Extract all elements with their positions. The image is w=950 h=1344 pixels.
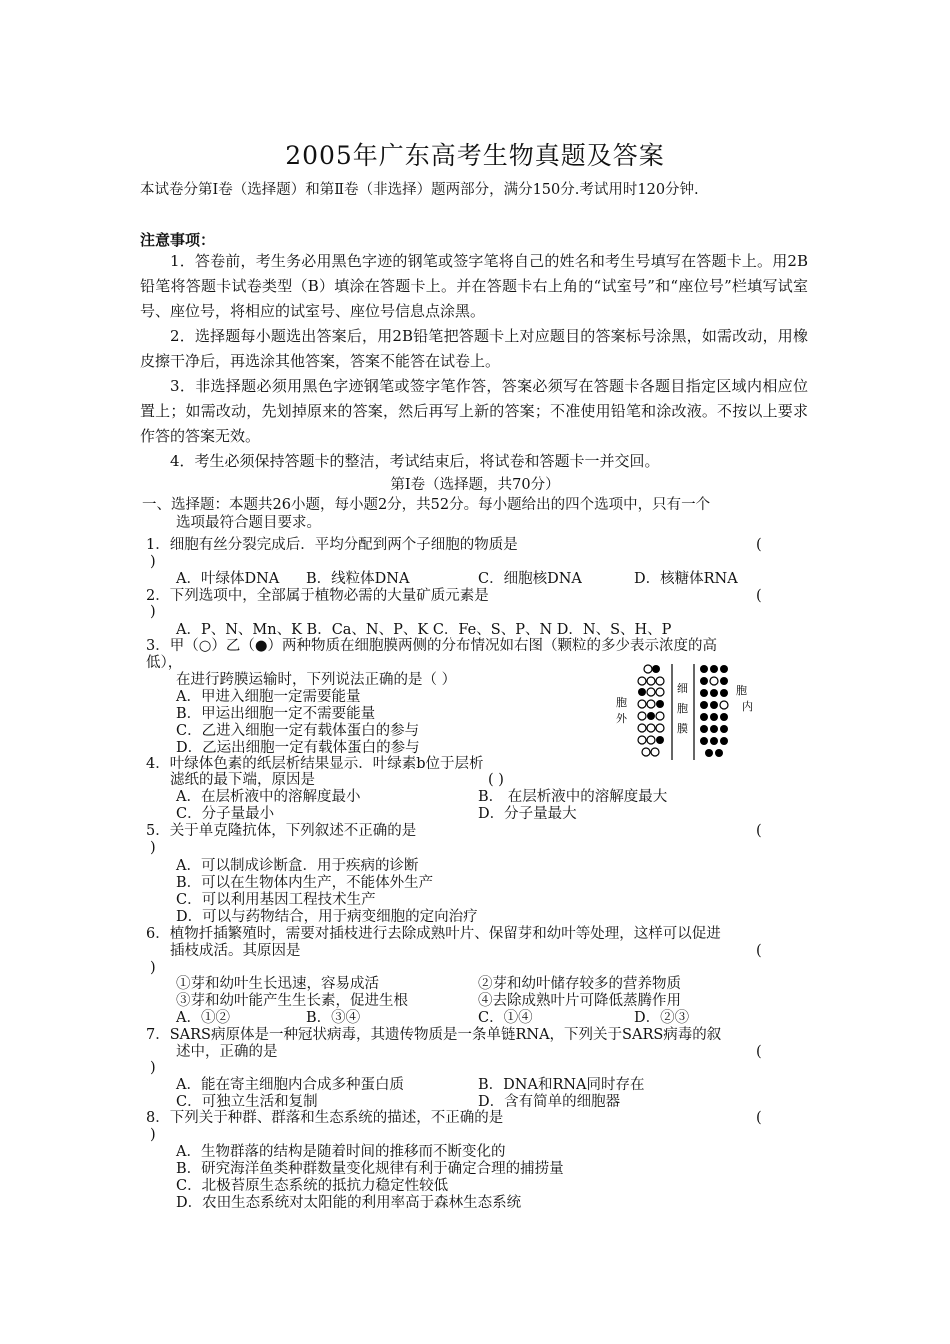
q8-option-c: C．北极苔原生态系统的抵抗力稳定性较低	[176, 1178, 449, 1194]
q1-paren-close: )	[150, 554, 156, 570]
q3-option-a: A．甲进入细胞一定需要能量	[176, 689, 361, 705]
q7-paren-open: (	[756, 1044, 762, 1060]
q7-option-b: B．DNA和RNA同时存在	[478, 1077, 645, 1093]
notice-heading: 注意事项：	[140, 231, 216, 249]
q1-option-d: D．核糖体RNA	[634, 571, 738, 587]
q6-option-c: C．①④	[478, 1010, 533, 1026]
q7-option-d: D．含有简单的细胞器	[478, 1094, 621, 1110]
q7-option-a: A．能在寄主细胞内合成多种蛋白质	[176, 1077, 404, 1093]
notice-item-1: 1．答卷前，考生务必用黑色字迹的钢笔或签字笔将自己的姓名和考生号填写在答题卡上。用2B铅笔将答题卡试卷类型（B）填涂在答题卡上。并在答题卡右上角的“试室号”和“座位号”栏填写试室号、座位号，将相应的试室号、座位号信息点涂黑。	[140, 252, 808, 320]
q6-statement-1: ①芽和幼叶生长迅速，容易成活	[176, 976, 379, 992]
q1-paren-open: (	[756, 537, 762, 553]
q7-stem-cont: 述中，正确的是	[176, 1044, 278, 1060]
q5-option-d: D．可以与药物结合，用于病变细胞的定向治疗	[176, 909, 478, 925]
q3-option-c: C．乙进入细胞一定有载体蛋白的参与	[176, 723, 420, 739]
q6-option-d: D．②③	[634, 1010, 690, 1026]
intro-text: 本试卷分第Ⅰ卷（选择题）和第Ⅱ卷（非选择）题两部分，满分150分.考试用时120分钟.	[140, 182, 699, 198]
q5-paren-open: (	[756, 823, 762, 839]
q2-paren-open: (	[756, 588, 762, 604]
q4-stem: 4．叶绿体色素的纸层析结果显示．叶绿素b位于层析	[146, 756, 484, 772]
q6-stem: 6．植物扦插繁殖时，需要对插枝进行去除成熟叶片、保留芽和幼叶等处理，这样可以促进	[146, 926, 721, 942]
q8-option-a: A．生物群落的结构是随着时间的推移而不断变化的	[176, 1144, 506, 1160]
q3-stem-cont: 低），	[146, 655, 183, 671]
notice-item-2: 2．选择题每小题选出答案后，用2B铅笔把答题卡上对应题目的答案标号涂黑，如需改动，用橡皮擦干净后，再选涂其他答案，答案不能答在试卷上。	[140, 327, 808, 370]
fig-label-outside-1: 胞	[616, 696, 627, 709]
q4-option-b: B． 在层析液中的溶解度最大	[478, 789, 668, 805]
q3-question: 在进行跨膜运输时，下列说法正确的是（ ）	[176, 672, 457, 688]
fig-label-inside-2: 内	[742, 700, 753, 713]
notice-item-4: 4．考生必须保持答题卡的整洁，考试结束后，将试卷和答题卡一并交回。	[170, 452, 660, 470]
q8-paren-close: )	[150, 1127, 156, 1143]
q7-paren-close: )	[150, 1060, 156, 1076]
q1-option-c: C．细胞核DNA	[478, 571, 582, 587]
notice-item-3: 3．非选择题必须用黑色字迹钢笔或签字笔作答，答案必须写在答题卡各题目指定区域内相应位置上；如需改动，先划掉原来的答案，然后再写上新的答案；不准使用铅笔和涂改液。不按以上要求作答的答案无效。	[140, 377, 808, 445]
q6-statement-4: ④去除成熟叶片可降低蒸腾作用	[478, 993, 681, 1009]
q1-option-a: A．叶绿体DNA	[176, 571, 280, 587]
q1-option-b: B．线粒体DNA	[306, 571, 410, 587]
q4-paren: ( )	[488, 772, 504, 788]
q5-paren-close: )	[150, 840, 156, 856]
q6-paren-open: (	[756, 943, 762, 959]
q2-stem: 2．下列选项中，全部属于植物必需的大量矿质元素是	[146, 588, 489, 604]
q3-option-d: D．乙运出细胞一定有载体蛋白的参与	[176, 740, 420, 756]
q6-statement-3: ③芽和幼叶能产生生长素，促进生根	[176, 993, 408, 1009]
q8-paren-open: (	[756, 1110, 762, 1126]
q3-stem: 3．甲（○）乙（●）两种物质在细胞膜两侧的分布情况如右图（颗粒的多少表示浓度的高	[146, 638, 718, 654]
q7-option-c: C．可独立生活和复制	[176, 1094, 318, 1110]
fig-label-inside-1: 胞	[736, 684, 747, 697]
q4-option-d: D．分子量最大	[478, 806, 577, 822]
outside-particles	[638, 665, 664, 756]
q8-option-b: B．研究海洋鱼类种群数量变化规律有利于确定合理的捕捞量	[176, 1161, 564, 1177]
fig-label-membrane-2: 胞	[677, 702, 688, 715]
q7-stem: 7．SARS病原体是一种冠状病毒，其遗传物质是一条单链RNA，下列关于SARS病毒的叙	[146, 1027, 722, 1043]
membrane-diagram	[612, 660, 767, 770]
part1-heading: 第Ⅰ卷（选择题，共70分）	[390, 477, 560, 493]
q3-option-b: B．甲运出细胞一定不需要能量	[176, 706, 376, 722]
q5-option-c: C．可以利用基因工程技术生产	[176, 892, 376, 908]
q6-paren-close: )	[150, 960, 156, 976]
page-title: 2005年广东高考生物真题及答案	[285, 141, 665, 170]
q5-option-a: A．可以制成诊断盒．用于疾病的诊断	[176, 858, 419, 874]
q4-stem-cont: 滤纸的最下端，原因是	[170, 772, 315, 788]
q6-option-b: B．③④	[306, 1010, 361, 1026]
q6-statement-2: ②芽和幼叶储存较多的营养物质	[478, 976, 681, 992]
q6-option-a: A．①②	[176, 1010, 230, 1026]
inside-particles	[700, 665, 728, 757]
q5-option-b: B．可以在生物体内生产，不能体外生产	[176, 875, 434, 891]
q2-paren-close: )	[150, 604, 156, 620]
q8-stem: 8．下列关于种群、群落和生态系统的描述，不正确的是	[146, 1110, 504, 1126]
q4-option-a: A．在层析液中的溶解度最小	[176, 789, 361, 805]
section-instructions: 一、选择题：本题共26小题，每小题2分，共52分。每小题给出的四个选项中，只有一个	[142, 497, 711, 513]
q4-option-c: C．分子量最小	[176, 806, 275, 822]
q1-stem: 1．细胞有丝分裂完成后．平均分配到两个子细胞的物质是	[146, 537, 518, 553]
fig-label-outside-2: 外	[616, 712, 627, 725]
section-instructions-cont: 选项最符合题目要求。	[176, 515, 321, 531]
fig-label-membrane-1: 细	[677, 682, 688, 695]
q8-option-d: D．农田生态系统对太阳能的利用率高于森林生态系统	[176, 1195, 522, 1211]
q5-stem: 5．关于单克隆抗体，下列叙述不正确的是	[146, 823, 417, 839]
q6-stem-cont: 插枝成活。其原因是	[170, 943, 301, 959]
q2-options: A．P、N、Mn、K B．Ca、N、P、K C．Fe、S、P、N D．N、S、H、P	[176, 622, 672, 638]
fig-label-membrane-3: 膜	[677, 722, 688, 735]
